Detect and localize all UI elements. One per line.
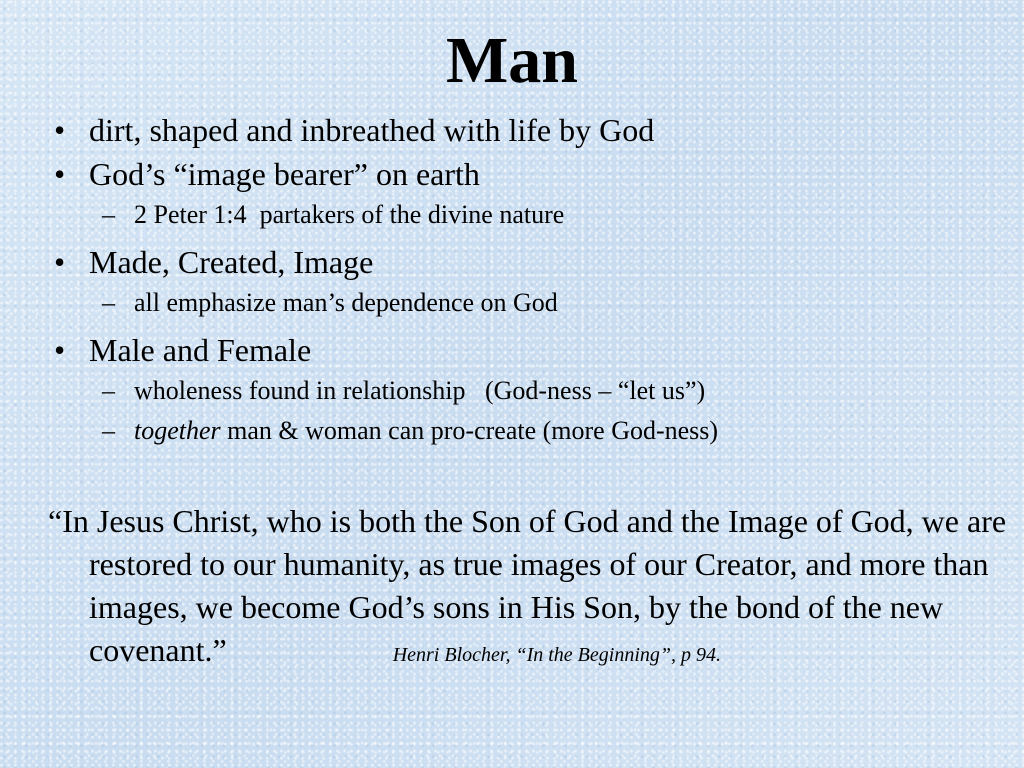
sub-bullet-text: wholeness found in relationship (God-ness – “let us”) <box>134 376 706 405</box>
bullet-dot: • <box>54 156 66 192</box>
sub-bullet-item <box>48 288 988 318</box>
bullet-item <box>48 328 988 372</box>
sub-bullet-item <box>48 416 988 446</box>
sub-bullet-text: 2 Peter 1:4 partakers of the divine nature <box>134 200 565 229</box>
bullet-text: dirt, shaped and inbreathed with life by God <box>89 112 655 148</box>
sub-bullet-text: man & woman can pro-create (more God-ness) <box>220 416 719 445</box>
bullet-text: Male and Female <box>89 332 312 368</box>
sub-bullet-item <box>48 376 988 406</box>
quote-citation: Henri Blocher, “In the Beginning”, p 94. <box>392 644 722 666</box>
bullet-dot: • <box>54 244 66 280</box>
sub-bullet-emphasis: together <box>134 416 221 445</box>
bullet-item <box>48 152 988 196</box>
bullet-item <box>48 240 988 284</box>
bullet-text: God’s “image bearer” on earth <box>89 156 480 192</box>
slide-title: Man <box>446 24 578 97</box>
sub-bullet-dash: – <box>102 416 115 445</box>
bullet-text: Made, Created, Image <box>89 244 374 280</box>
sub-bullet-text: all emphasize man’s dependence on God <box>134 288 558 317</box>
bullet-dot: • <box>54 112 66 148</box>
sub-bullet-dash: – <box>102 288 115 317</box>
sub-bullet-dash: – <box>102 376 115 405</box>
sub-bullet-item <box>48 200 988 230</box>
sub-bullet-dash: – <box>102 200 115 229</box>
bullet-list <box>48 108 988 456</box>
quote-text: “In Jesus Christ, who is both the Son of God and the Image of God, we are restored to our humanity, as true images of our Creator, and more than images, we become God’s sons in His Son, by the bond of the new covenant.” <box>48 503 1007 668</box>
quote-block <box>48 500 1019 677</box>
bullet-dot: • <box>54 332 66 368</box>
bullet-item <box>48 108 988 152</box>
